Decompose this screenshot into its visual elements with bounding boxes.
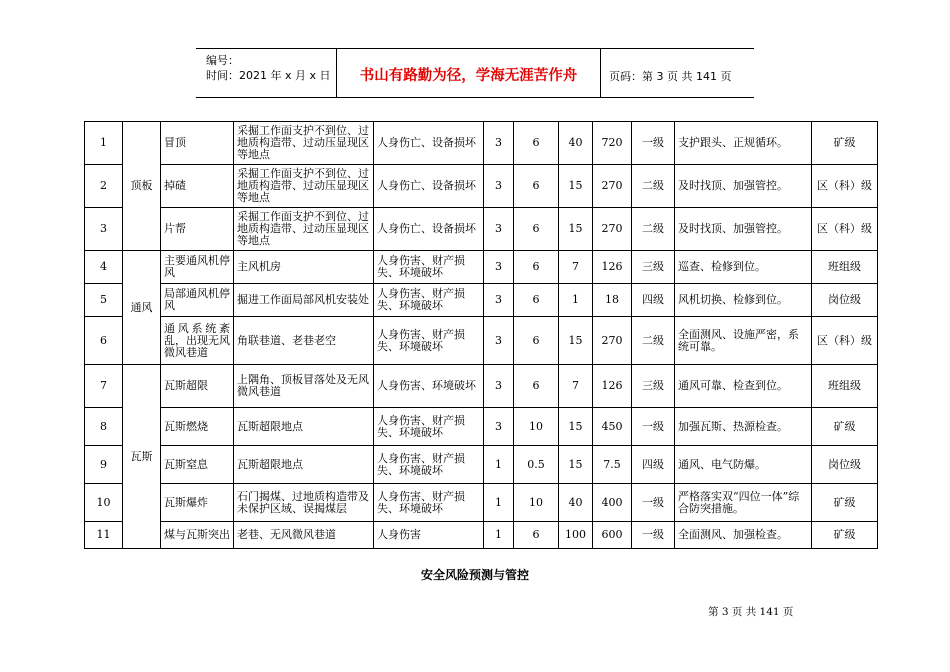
risk-score-cell: 450	[593, 408, 632, 446]
exposure-cell: 6	[514, 284, 559, 317]
header-motto-cell	[337, 49, 600, 97]
consequence-cell: 人身伤害	[374, 522, 484, 549]
risk-level-cell: 一级	[632, 408, 675, 446]
hazard-location-cell: 角联巷道、老巷老空	[234, 317, 374, 365]
hazard-location-cell: 石门揭煤、过地质构造带及未保护区域、误揭煤层	[234, 484, 374, 522]
risk-level-cell: 一级	[632, 122, 675, 165]
risk-score-cell: 7.5	[593, 446, 632, 484]
control-measure-cell: 严格落实双“四位一体”综合防突措施。	[675, 484, 812, 522]
control-measure-cell: 支护跟头、正规循环。	[675, 122, 812, 165]
hazard-name-cell: 主要通风机停风	[161, 251, 234, 284]
exposure-cell: 6	[514, 165, 559, 208]
likelihood-cell: 3	[484, 208, 514, 251]
likelihood-cell: 1	[484, 484, 514, 522]
row-number-cell: 2	[85, 165, 123, 208]
control-measure-cell: 通风、电气防爆。	[675, 446, 812, 484]
responsibility-level-cell: 区（科）级	[812, 317, 878, 365]
table-caption: 安全风险预测与管控	[420, 568, 529, 582]
hazard-name-cell: 局部通风机停风	[161, 284, 234, 317]
consequence-cell: 人身伤亡、设备损坏	[374, 165, 484, 208]
hazard-name-cell: 瓦斯超限	[161, 365, 234, 408]
hazard-location-cell: 老巷、无风微风巷道	[234, 522, 374, 549]
consequence-score-cell: 15	[559, 208, 593, 251]
hazard-name-cell: 掉碴	[161, 165, 234, 208]
exposure-cell: 6	[514, 122, 559, 165]
exposure-cell: 6	[514, 317, 559, 365]
responsibility-level-cell: 班组级	[812, 251, 878, 284]
likelihood-cell: 3	[484, 317, 514, 365]
hazard-location-cell: 采掘工作面支护不到位、过地质构造带、过动压显现区等地点	[234, 122, 374, 165]
table-row	[85, 251, 878, 284]
consequence-cell: 人身伤亡、设备损坏	[374, 208, 484, 251]
consequence-score-cell: 40	[559, 484, 593, 522]
risk-score-cell: 400	[593, 484, 632, 522]
likelihood-cell: 3	[484, 165, 514, 208]
page-footer: 第 3 页 共 141 页	[708, 606, 794, 618]
row-number-cell: 7	[85, 365, 123, 408]
consequence-score-cell: 7	[559, 251, 593, 284]
row-number-cell: 9	[85, 446, 123, 484]
risk-level-cell: 四级	[632, 284, 675, 317]
consequence-score-cell: 7	[559, 365, 593, 408]
risk-score-cell: 270	[593, 165, 632, 208]
likelihood-cell: 3	[484, 284, 514, 317]
control-measure-cell: 风机切换、检修到位。	[675, 284, 812, 317]
consequence-cell: 人身伤亡、设备损坏	[374, 122, 484, 165]
consequence-cell: 人身伤害、财产损失、环境破坏	[374, 284, 484, 317]
header-meta-cell	[196, 49, 337, 97]
likelihood-cell: 3	[484, 365, 514, 408]
table-row	[85, 446, 878, 484]
risk-score-cell: 600	[593, 522, 632, 549]
table-row	[85, 284, 878, 317]
table-row	[85, 122, 878, 165]
header-page-cell	[600, 49, 755, 97]
hazard-location-cell: 采掘工作面支护不到位、过地质构造带、过动压显现区等地点	[234, 208, 374, 251]
responsibility-level-cell: 岗位级	[812, 446, 878, 484]
exposure-cell: 6	[514, 251, 559, 284]
row-number-cell: 6	[85, 317, 123, 365]
consequence-score-cell: 15	[559, 408, 593, 446]
hazard-name-cell: 瓦斯燃烧	[161, 408, 234, 446]
table-row	[85, 165, 878, 208]
risk-score-cell: 270	[593, 208, 632, 251]
risk-level-cell: 一级	[632, 484, 675, 522]
exposure-cell: 6	[514, 208, 559, 251]
consequence-cell: 人身伤害、财产损失、环境破坏	[374, 484, 484, 522]
likelihood-cell: 1	[484, 446, 514, 484]
consequence-cell: 人身伤害、财产损失、环境破坏	[374, 446, 484, 484]
likelihood-cell: 3	[484, 408, 514, 446]
responsibility-level-cell: 矿级	[812, 522, 878, 549]
hazard-location-cell: 瓦斯超限地点	[234, 408, 374, 446]
consequence-cell: 人身伤害、环境破坏	[374, 365, 484, 408]
risk-level-cell: 二级	[632, 317, 675, 365]
responsibility-level-cell: 矿级	[812, 484, 878, 522]
control-measure-cell: 及时找顶、加强管控。	[675, 165, 812, 208]
consequence-score-cell: 15	[559, 317, 593, 365]
row-number-cell: 5	[85, 284, 123, 317]
hazard-name-cell: 瓦斯窒息	[161, 446, 234, 484]
responsibility-level-cell: 班组级	[812, 365, 878, 408]
exposure-cell: 0.5	[514, 446, 559, 484]
header-page-number: 页码：第 3 页 共 141 页	[609, 70, 732, 83]
row-number-cell: 10	[85, 484, 123, 522]
consequence-cell: 人身伤害、财产损失、环境破坏	[374, 251, 484, 284]
consequence-score-cell: 100	[559, 522, 593, 549]
risk-level-cell: 三级	[632, 251, 675, 284]
hazard-location-cell: 上隅角、顶板冒落处及无风微风巷道	[234, 365, 374, 408]
risk-score-cell: 126	[593, 365, 632, 408]
exposure-cell: 6	[514, 365, 559, 408]
hazard-location-cell: 采掘工作面支护不到位、过地质构造带、过动压显现区等地点	[234, 165, 374, 208]
control-measure-cell: 加强瓦斯、热源检查。	[675, 408, 812, 446]
row-number-cell: 3	[85, 208, 123, 251]
risk-score-cell: 270	[593, 317, 632, 365]
risk-score-cell: 720	[593, 122, 632, 165]
exposure-cell: 10	[514, 484, 559, 522]
responsibility-level-cell: 区（科）级	[812, 208, 878, 251]
table-row	[85, 365, 878, 408]
consequence-score-cell: 15	[559, 446, 593, 484]
risk-level-cell: 三级	[632, 365, 675, 408]
risk-table	[84, 121, 878, 549]
control-measure-cell: 通风可靠、检查到位。	[675, 365, 812, 408]
page-header	[196, 48, 754, 98]
responsibility-level-cell: 矿级	[812, 408, 878, 446]
control-measure-cell: 全面测风、加强检查。	[675, 522, 812, 549]
hazard-location-cell: 主风机房	[234, 251, 374, 284]
likelihood-cell: 3	[484, 122, 514, 165]
responsibility-level-cell: 区（科）级	[812, 165, 878, 208]
risk-score-cell: 18	[593, 284, 632, 317]
table-row	[85, 208, 878, 251]
consequence-cell: 人身伤害、财产损失、环境破坏	[374, 317, 484, 365]
table-row	[85, 522, 878, 549]
likelihood-cell: 3	[484, 251, 514, 284]
risk-level-cell: 二级	[632, 165, 675, 208]
risk-level-cell: 二级	[632, 208, 675, 251]
hazard-category-cell: 顶板	[123, 122, 161, 251]
responsibility-level-cell: 矿级	[812, 122, 878, 165]
risk-level-cell: 四级	[632, 446, 675, 484]
control-measure-cell: 全面测风、设施严密，系统可靠。	[675, 317, 812, 365]
document-time-label: 时间：2021 年 x 月 x 日	[206, 69, 331, 82]
risk-level-cell: 一级	[632, 522, 675, 549]
likelihood-cell: 1	[484, 522, 514, 549]
risk-score-cell: 126	[593, 251, 632, 284]
exposure-cell: 10	[514, 408, 559, 446]
exposure-cell: 6	[514, 522, 559, 549]
consequence-score-cell: 1	[559, 284, 593, 317]
row-number-cell: 8	[85, 408, 123, 446]
row-number-cell: 11	[85, 522, 123, 549]
control-measure-cell: 巡查、检修到位。	[675, 251, 812, 284]
row-number-cell: 1	[85, 122, 123, 165]
hazard-category-cell: 通风	[123, 251, 161, 365]
document-number-label: 编号：	[206, 54, 239, 67]
hazard-category-cell: 瓦斯	[123, 365, 161, 549]
hazard-name-cell: 片帮	[161, 208, 234, 251]
hazard-name-cell: 煤与瓦斯突出	[161, 522, 234, 549]
table-row	[85, 484, 878, 522]
responsibility-level-cell: 岗位级	[812, 284, 878, 317]
table-row	[85, 408, 878, 446]
hazard-name-cell: 通风系统紊乱，出现无风微风巷道	[161, 317, 234, 365]
hazard-location-cell: 掘进工作面局部风机安装处	[234, 284, 374, 317]
hazard-name-cell: 瓦斯爆炸	[161, 484, 234, 522]
consequence-score-cell: 15	[559, 165, 593, 208]
control-measure-cell: 及时找顶、加强管控。	[675, 208, 812, 251]
consequence-score-cell: 40	[559, 122, 593, 165]
hazard-location-cell: 瓦斯超限地点	[234, 446, 374, 484]
header-motto: 书山有路勤为径，学海无涯苦作舟	[359, 68, 578, 84]
hazard-name-cell: 冒顶	[161, 122, 234, 165]
consequence-cell: 人身伤害、财产损失、环境破坏	[374, 408, 484, 446]
table-row	[85, 317, 878, 365]
row-number-cell: 4	[85, 251, 123, 284]
